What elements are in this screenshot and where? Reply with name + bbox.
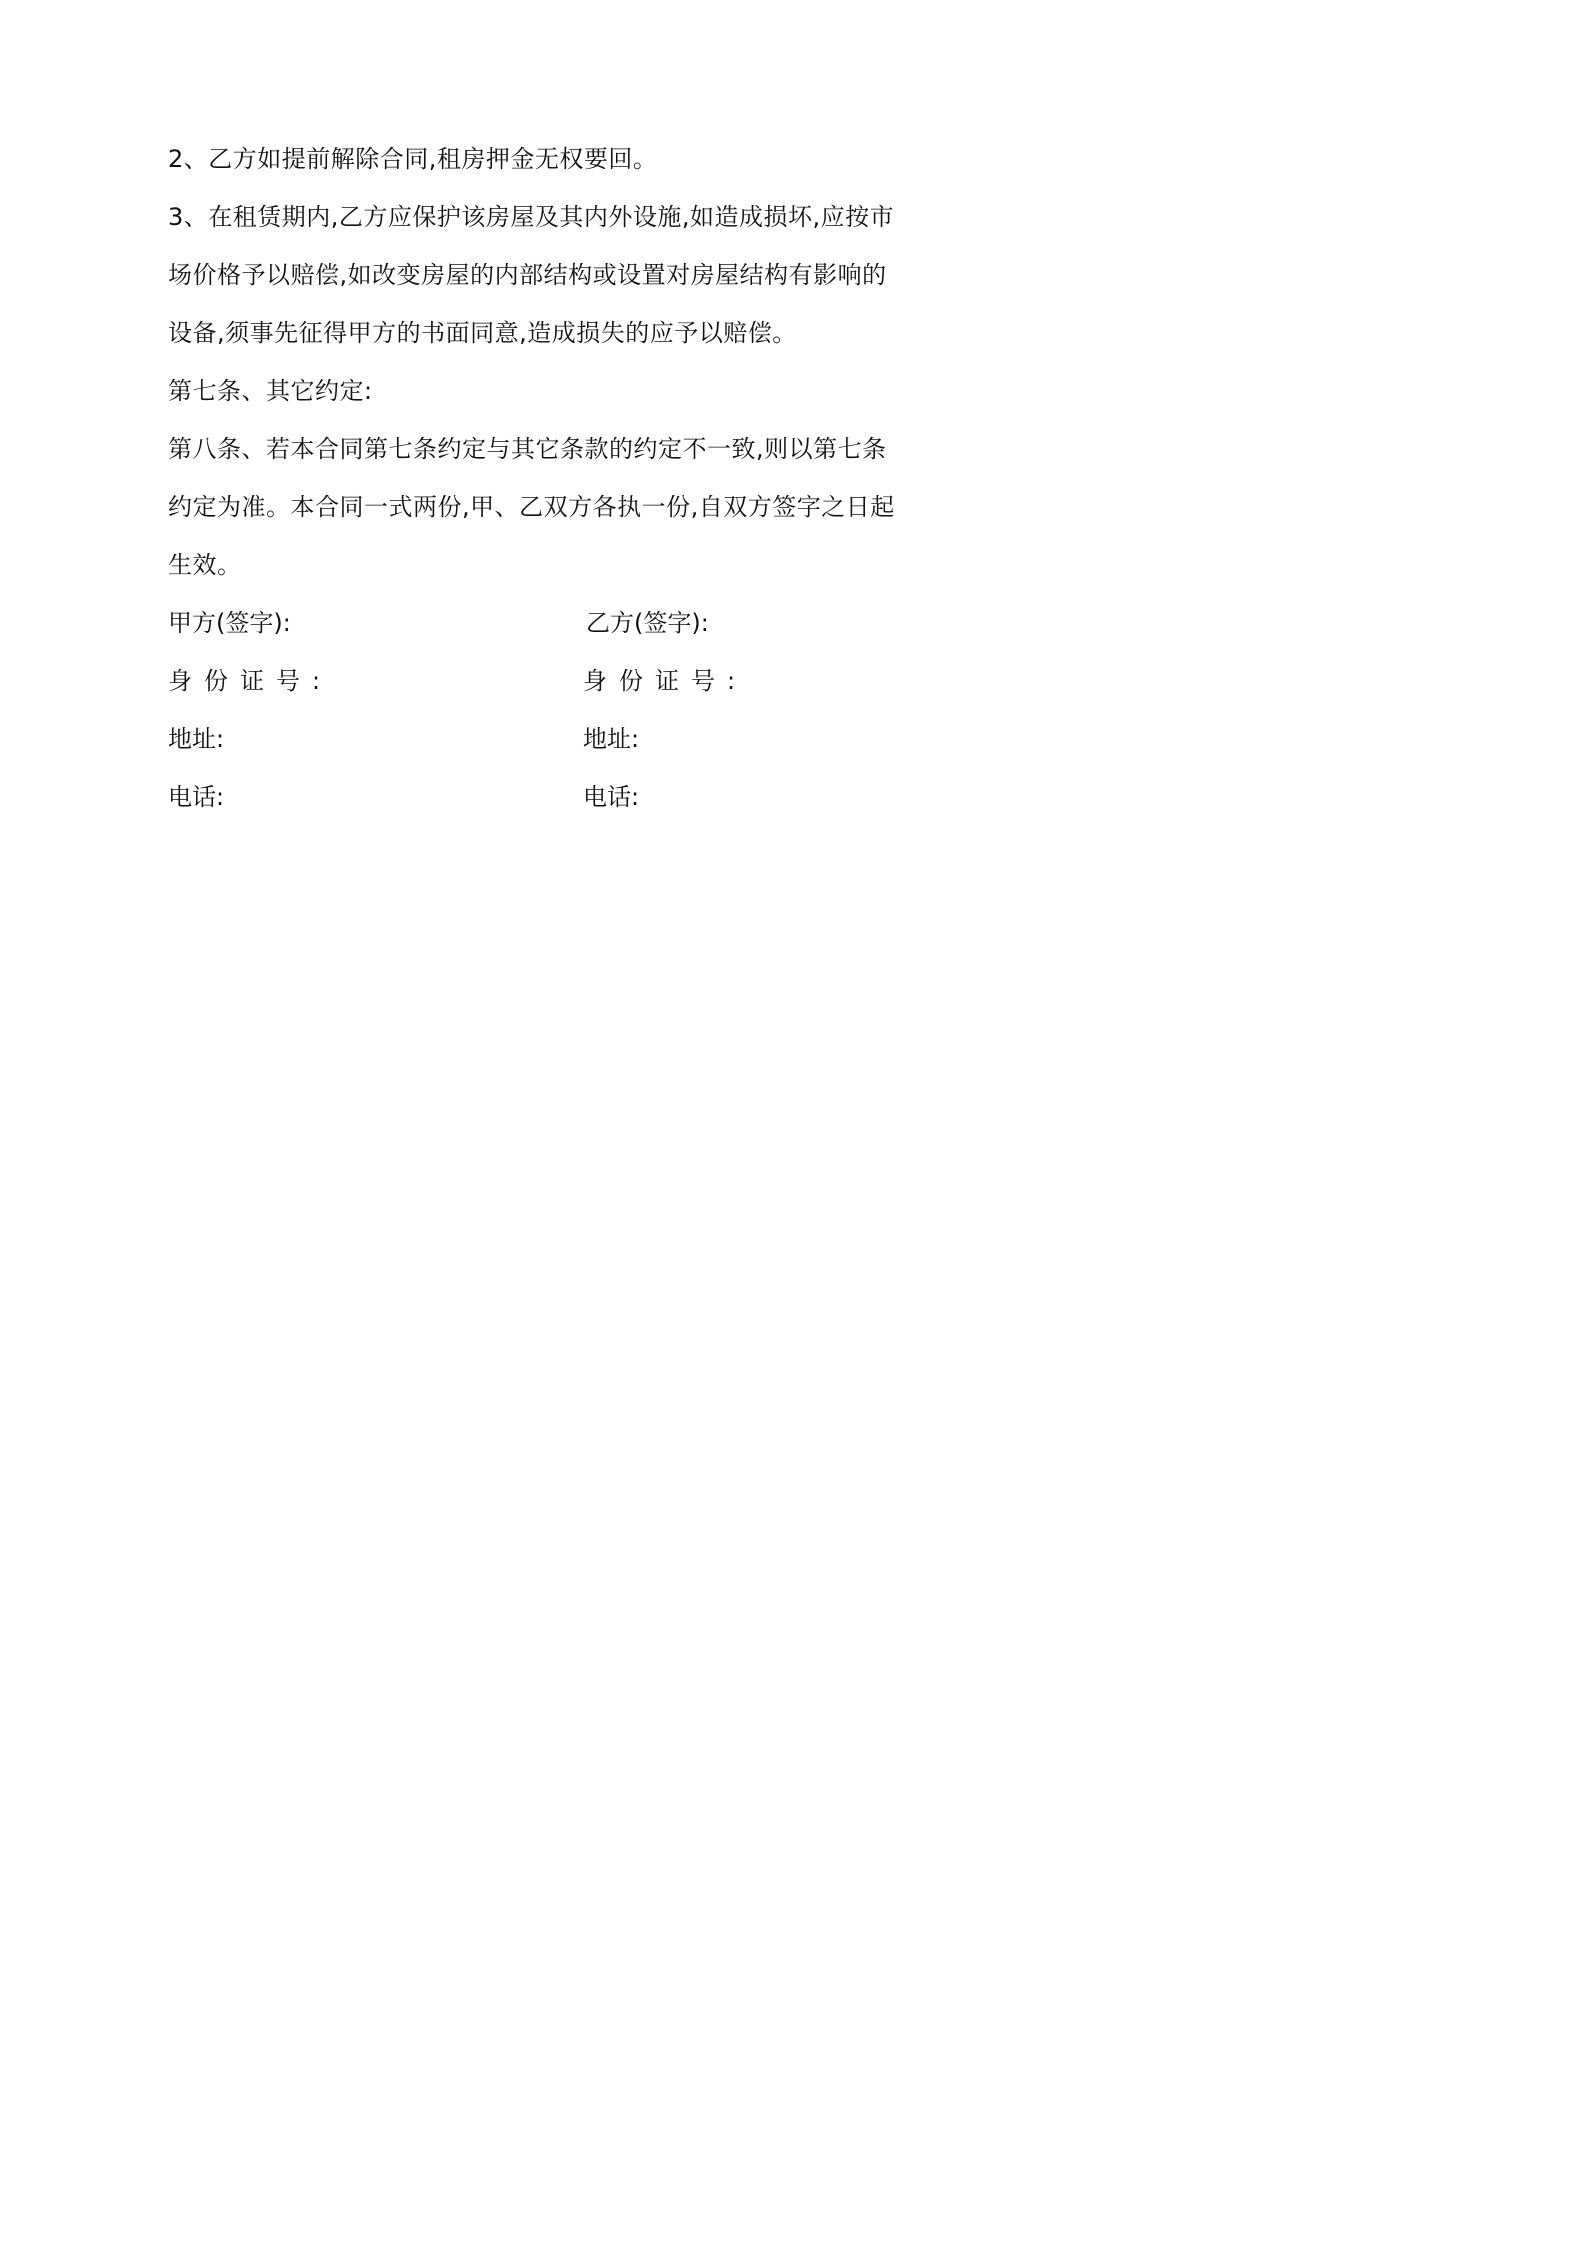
document-page: [0, 0, 1102, 1559]
article-7-heading: 第七条、其它约定:: [168, 377, 373, 405]
party-a-signature-label: 甲方(签字):: [168, 609, 291, 637]
party-b-address-label: 地址:: [583, 725, 640, 753]
clause-3-line-1: 3、在租赁期内,乙方应保护该房屋及其内外设施,如造成损坏,应按市: [168, 203, 895, 231]
party-a-address-label: 地址:: [168, 725, 225, 753]
clause-3-line-3: 设备,须事先征得甲方的书面同意,造成损失的应予以赔偿。: [168, 319, 797, 347]
clause-2: 2、乙方如提前解除合同,租房押金无权要回。: [168, 145, 658, 173]
article-8-line-3: 生效。: [168, 551, 242, 579]
article-8-line-1: 第八条、若本合同第七条约定与其它条款的约定不一致,则以第七条: [168, 435, 887, 463]
article-8-line-2: 约定为准。本合同一式两份,甲、乙双方各执一份,自双方签字之日起: [168, 493, 895, 521]
party-b-id-label: 身份证号:: [583, 667, 748, 695]
clause-3-line-2: 场价格予以赔偿,如改变房屋的内部结构或设置对房屋结构有影响的: [168, 261, 887, 289]
party-a-phone-label: 电话:: [168, 783, 225, 811]
party-b-signature-label: 乙方(签字):: [586, 609, 709, 637]
party-a-id-label: 身份证号:: [168, 667, 333, 695]
party-b-phone-label: 电话:: [583, 783, 640, 811]
